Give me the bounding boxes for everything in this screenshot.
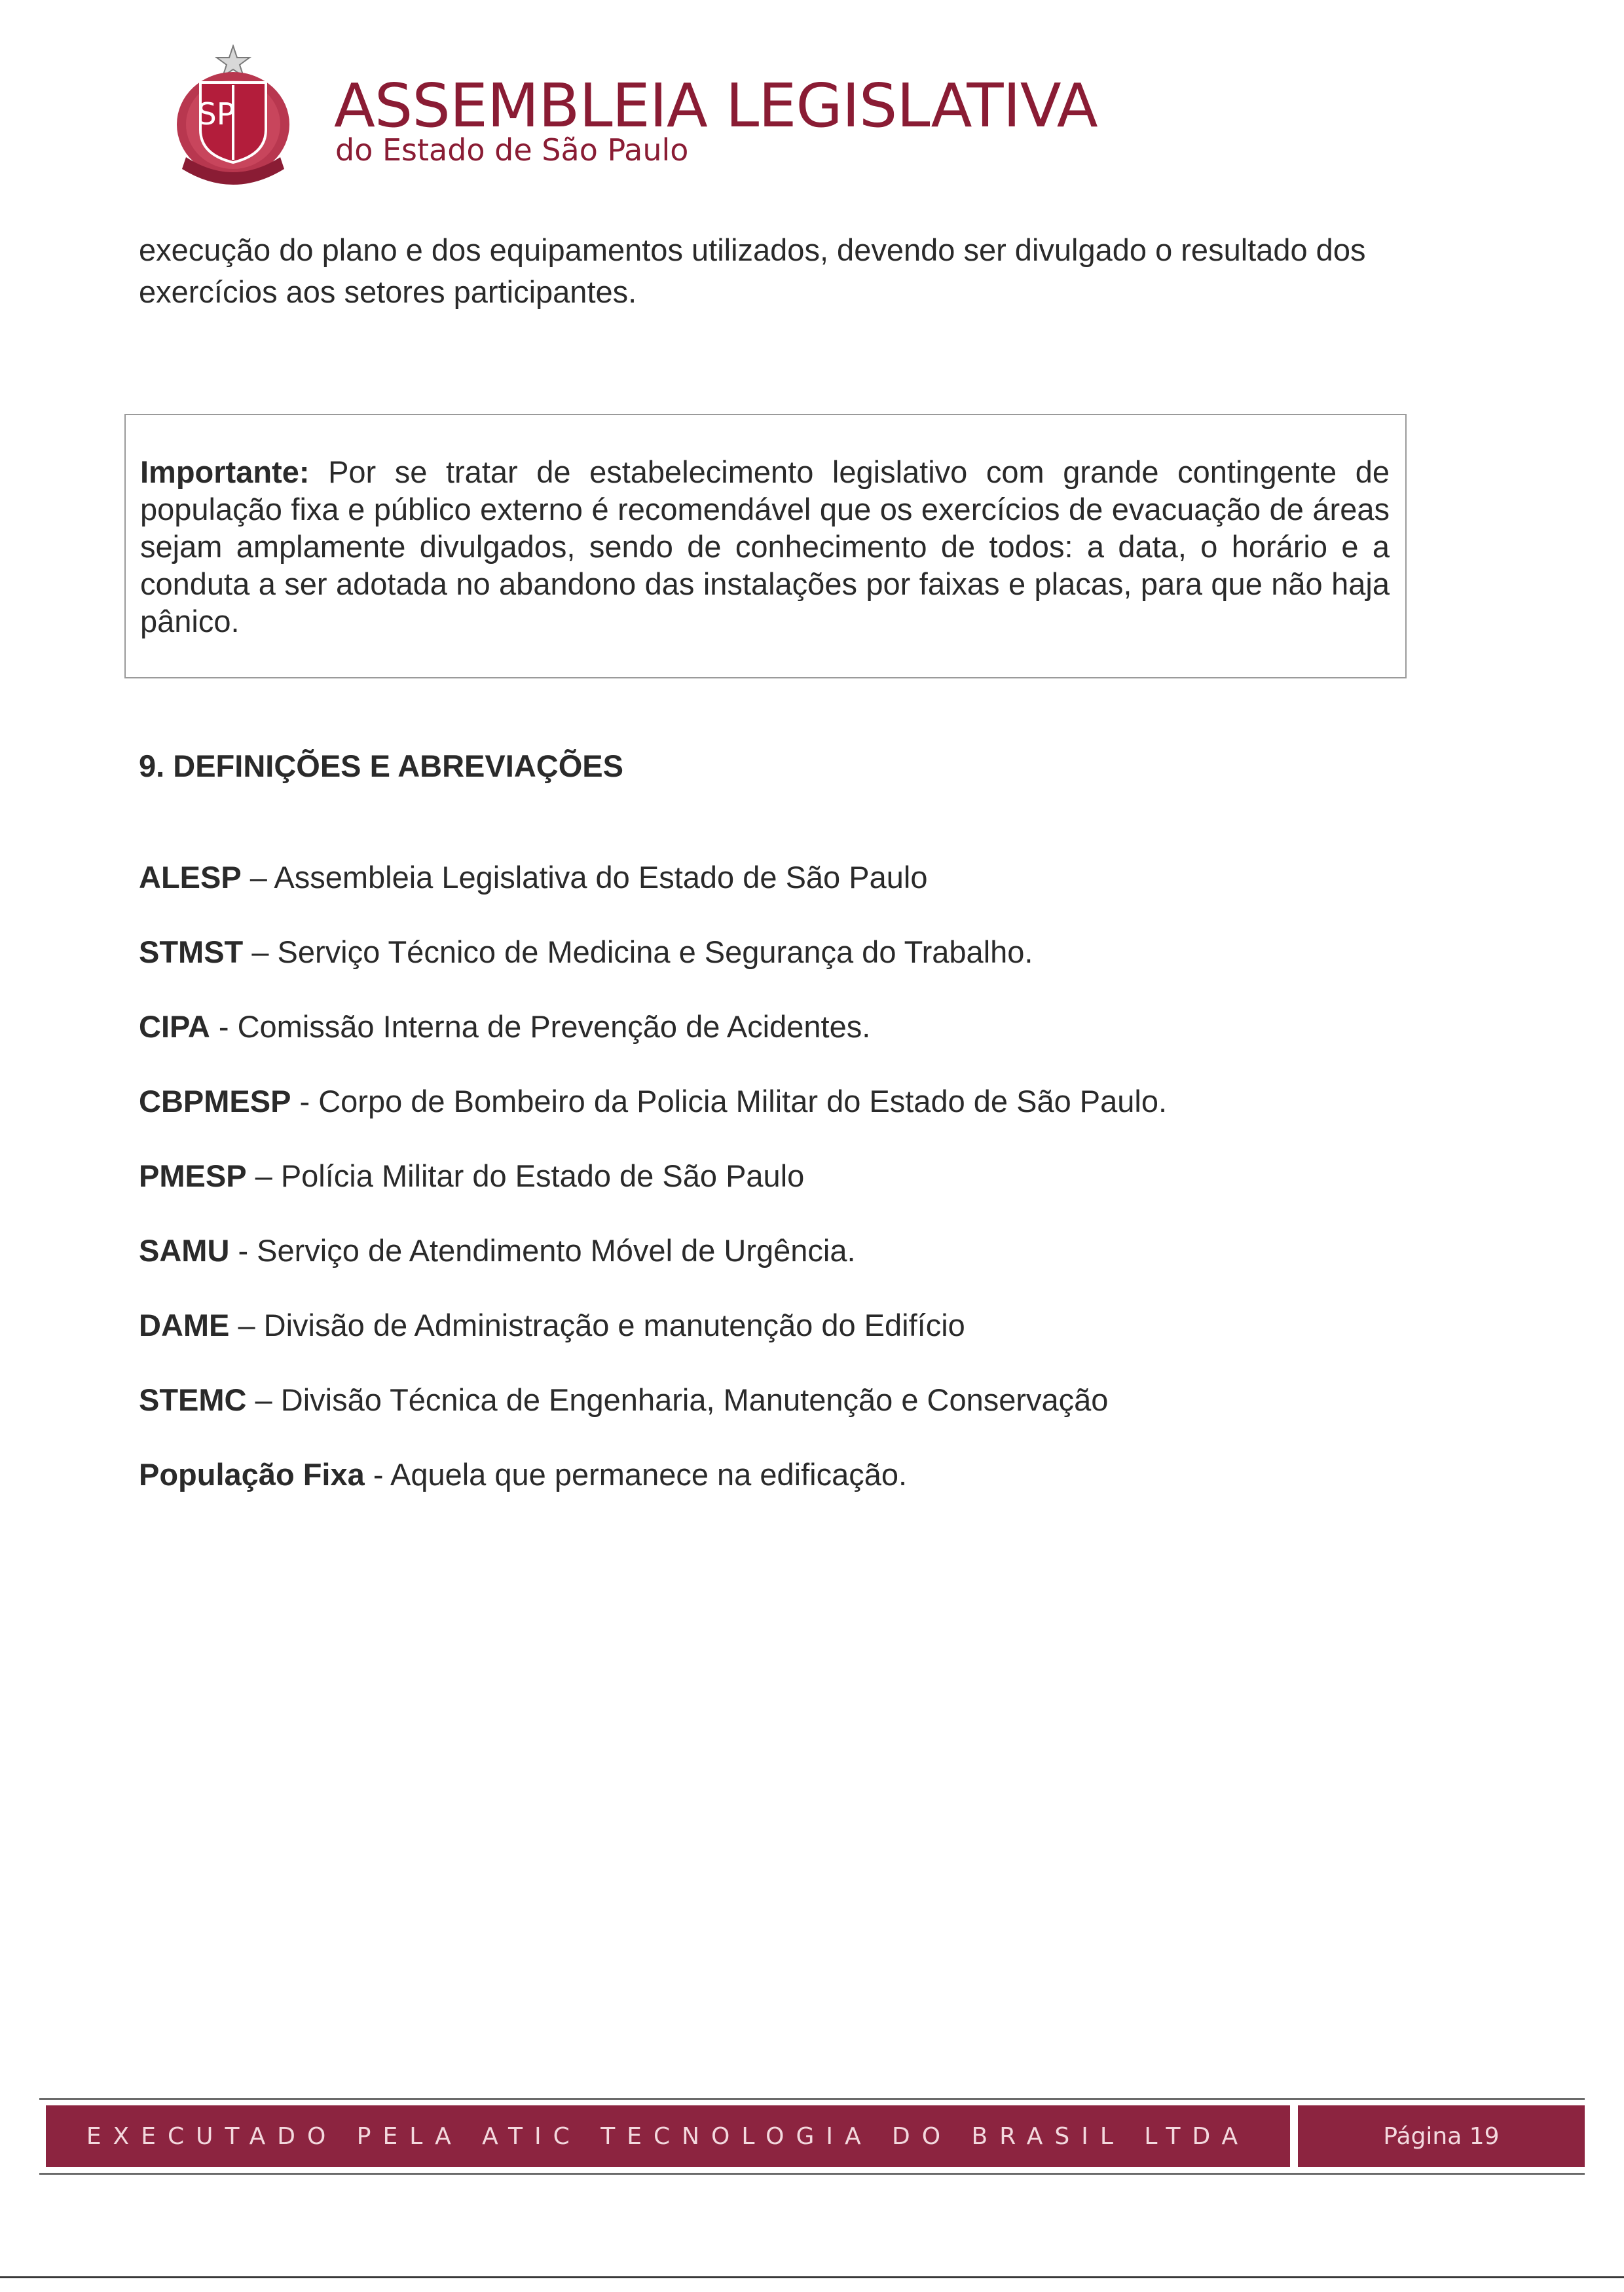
footer-executed-by: EXECUTADO PELA ATIC TECNOLOGIA DO BRASIL LTDA (86, 2122, 1250, 2150)
definition-item (139, 1007, 1449, 1082)
definition-term: População Fixa (139, 1457, 365, 1492)
definition-separator: – (246, 1158, 281, 1193)
page-header (168, 45, 1412, 195)
definition-term: PMESP (139, 1158, 247, 1193)
definition-description: Serviço Técnico de Medicina e Segurança do Trabalho. (277, 934, 1033, 969)
footer-banner (46, 2105, 1290, 2167)
brand-title: ASSEMBLEIA LEGISLATIVA (334, 71, 1098, 141)
definitions-list (139, 858, 1449, 1530)
definition-separator: - (210, 1009, 238, 1044)
definition-separator: - (291, 1084, 319, 1118)
section-heading: 9. DEFINIÇÕES E ABREVIAÇÕES (139, 749, 623, 783)
definition-description: Corpo de Bombeiro da Policia Militar do Estado de São Paulo. (318, 1084, 1168, 1118)
definition-term: STEMC (139, 1382, 247, 1417)
definition-description: Comissão Interna de Prevenção de Acidentes. (237, 1009, 871, 1044)
definition-item (139, 1156, 1449, 1231)
definition-separator: – (229, 1308, 264, 1342)
definition-item (139, 1455, 1449, 1530)
page-number: Página 19 (1383, 2122, 1500, 2150)
definition-item (139, 1231, 1449, 1306)
important-notice-box (124, 414, 1407, 678)
definition-item (139, 1380, 1449, 1455)
definition-description: Serviço de Atendimento Móvel de Urgência. (257, 1233, 856, 1268)
definition-item (139, 933, 1449, 1007)
definition-separator: – (243, 934, 278, 969)
seal-letter-s: SP (197, 96, 235, 132)
definition-separator: - (229, 1233, 257, 1268)
definition-item (139, 1306, 1449, 1380)
definition-description: Polícia Militar do Estado de São Paulo (280, 1158, 805, 1193)
definition-item (139, 1082, 1449, 1156)
definition-separator: - (364, 1457, 390, 1492)
footer-divider-bottom (39, 2173, 1585, 2175)
definition-description: Assembleia Legislativa do Estado de São Paulo (274, 860, 928, 895)
definition-description: Divisão Técnica de Engenharia, Manutenção e Conservação (280, 1382, 1109, 1417)
definition-item (139, 858, 1449, 933)
definition-separator: – (246, 1382, 281, 1417)
definition-term: ALESP (139, 860, 242, 895)
definition-term: SAMU (139, 1233, 230, 1268)
definition-term: DAME (139, 1308, 230, 1342)
footer-page-box (1298, 2105, 1585, 2167)
definition-term: CBPMESP (139, 1084, 291, 1118)
notice-body: Por se tratar de estabelecimento legislativo com grande contingente de população fixa e público externo é recomendável que os exercícios de evacuação de áreas sejam amplamente divulgados, sendo de conhecimento de todos: a data, o horário e a conduta a ser adotada no abandono das instalações por faixas e placas, para que não haja pânico. (140, 454, 1390, 638)
footer-divider-top (39, 2098, 1585, 2100)
state-seal-icon (168, 45, 299, 189)
notice-paragraph (140, 453, 1390, 640)
intro-paragraph: execução do plano e dos equipamentos utilizados, devendo ser divulgado o resultado dos exercícios aos setores participantes. (139, 232, 1366, 309)
definition-term: STMST (139, 934, 244, 969)
definition-description: Divisão de Administração e manutenção do Edifício (263, 1308, 965, 1342)
definition-term: CIPA (139, 1009, 210, 1044)
page-bottom-edge (0, 2276, 1624, 2278)
brand-subtitle: do Estado de São Paulo (335, 132, 689, 168)
notice-label: Importante: (140, 454, 310, 489)
definition-description: Aquela que permanece na edificação. (390, 1457, 908, 1492)
definition-separator: – (241, 860, 274, 895)
